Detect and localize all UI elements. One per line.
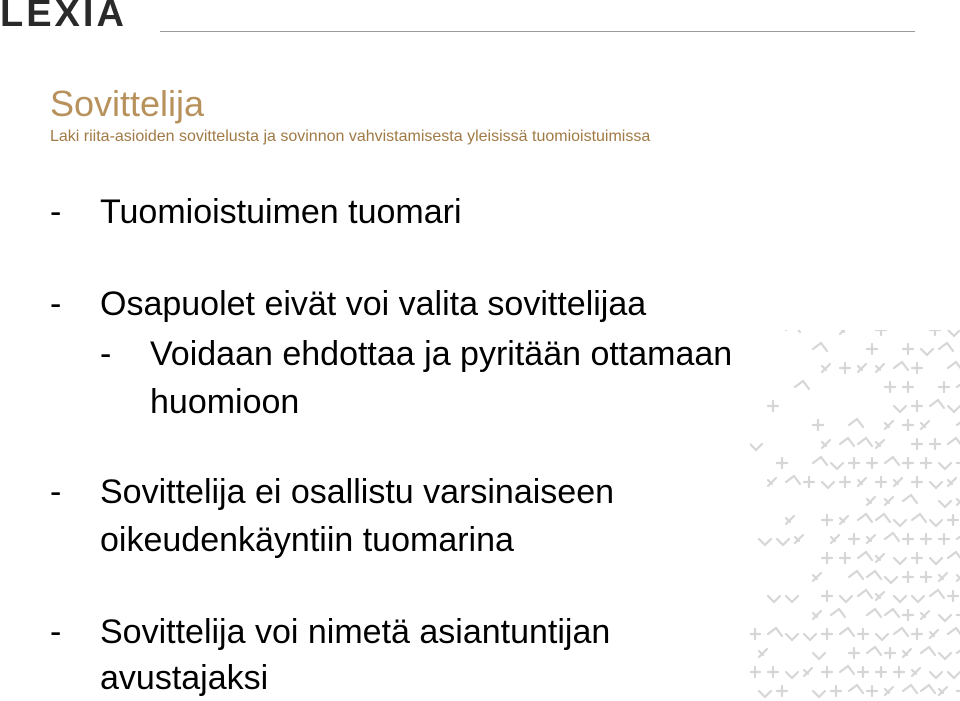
- pattern-stroke: [822, 667, 832, 677]
- pattern-stroke: [786, 634, 798, 640]
- pattern-stroke: [921, 349, 933, 355]
- pattern-stroke: [939, 687, 947, 695]
- pattern-stroke: [903, 495, 917, 503]
- pattern-stroke: [885, 497, 893, 505]
- pattern-stroke: [948, 552, 960, 560]
- slide-subtitle: Laki riita-asioiden sovittelusta ja sovinnon vahvistamisesta yleisissä tuomioistuimissa: [50, 128, 651, 145]
- pattern-stroke: [930, 590, 944, 598]
- pattern-stroke: [912, 363, 922, 373]
- pattern-stroke: [903, 458, 913, 468]
- pattern-stroke: [831, 463, 843, 469]
- pattern-stroke: [939, 573, 947, 581]
- pattern-stroke: [831, 686, 841, 696]
- bullet-text-continued: oikeudenkäyntiin tuomarina: [100, 521, 514, 559]
- pattern-stroke: [777, 458, 787, 468]
- pattern-stroke: [849, 419, 863, 427]
- pattern-stroke: [867, 535, 875, 543]
- pattern-stroke: [867, 344, 877, 354]
- pattern-stroke: [939, 382, 949, 392]
- pattern-stroke: [921, 647, 935, 655]
- pattern-stroke: [813, 343, 827, 351]
- pattern-stroke: [840, 363, 850, 373]
- pattern-stroke: [921, 458, 931, 468]
- pattern-stroke: [876, 330, 886, 335]
- pattern-stroke: [930, 330, 940, 335]
- pattern-stroke: [948, 330, 960, 336]
- pattern-stroke: [939, 653, 951, 659]
- pattern-stroke: [804, 634, 816, 640]
- pattern-stroke: [894, 558, 906, 564]
- pattern-stroke: [912, 401, 922, 411]
- pattern-stroke: [894, 667, 904, 677]
- pattern-stroke: [867, 686, 877, 696]
- pattern-stroke: [849, 648, 859, 658]
- pattern-stroke: [885, 687, 893, 695]
- pattern-stroke: [867, 458, 877, 468]
- bullet-text-continued: avustajaksi: [100, 659, 269, 697]
- pattern-stroke: [903, 572, 913, 582]
- pattern-stroke: [849, 534, 859, 544]
- pattern-stroke: [903, 610, 913, 620]
- pattern-stroke: [921, 534, 931, 544]
- pattern-stroke: [885, 421, 893, 429]
- bullet-text: Sovittelija voi nimetä asiantuntijan: [100, 613, 611, 651]
- pattern-stroke: [930, 672, 942, 678]
- pattern-stroke: [939, 463, 951, 469]
- pattern-stroke: [876, 477, 886, 487]
- slide-title: Sovittelija: [50, 83, 205, 124]
- pattern-stroke: [912, 439, 922, 449]
- bullet-text-continued: huomioon: [150, 383, 300, 421]
- pattern-stroke: [840, 516, 848, 524]
- pattern-stroke: [876, 364, 884, 372]
- pattern-stroke: [885, 648, 895, 658]
- pattern-stroke: [939, 534, 949, 544]
- pattern-stroke: [849, 685, 863, 693]
- pattern-stroke: [948, 406, 960, 412]
- pattern-stroke: [858, 629, 868, 639]
- pattern-stroke: [768, 401, 778, 411]
- pattern-stroke: [750, 444, 762, 450]
- pattern-stroke: [876, 440, 884, 448]
- header-divider: [160, 31, 915, 32]
- pattern-stroke: [867, 571, 881, 579]
- pattern-stroke: [930, 482, 942, 488]
- pattern-stroke: [858, 364, 866, 372]
- bullet-dash: -: [50, 473, 62, 511]
- bullet-dash: -: [50, 613, 62, 651]
- pattern-stroke: [903, 344, 913, 354]
- pattern-stroke: [759, 649, 767, 657]
- pattern-stroke: [813, 653, 825, 659]
- pattern-stroke: [759, 691, 771, 697]
- pattern-stroke: [876, 667, 886, 677]
- pattern-stroke: [930, 400, 944, 408]
- pattern-stroke: [759, 539, 771, 545]
- pattern-stroke: [930, 520, 942, 526]
- pattern-stroke: [903, 382, 913, 392]
- pattern-stroke: [885, 609, 899, 617]
- pattern-stroke: [822, 591, 832, 601]
- pattern-stroke: [885, 457, 899, 465]
- pattern-stroke: [840, 553, 850, 563]
- pattern-stroke: [921, 685, 935, 693]
- pattern-stroke: [894, 478, 902, 486]
- pattern-stroke: [840, 666, 854, 674]
- pattern-stroke: [930, 630, 938, 638]
- pattern-stroke: [822, 515, 832, 525]
- pattern-stroke: [858, 478, 866, 486]
- pattern-stroke: [813, 691, 825, 697]
- pattern-stroke: [786, 672, 798, 678]
- pattern-stroke: [813, 573, 821, 581]
- pattern-stroke: [840, 330, 848, 334]
- pattern-stroke: [822, 629, 832, 639]
- pattern-stroke: [912, 668, 920, 676]
- pattern-stroke: [849, 458, 859, 468]
- pattern-stroke: [777, 539, 789, 545]
- bullet-dash: -: [50, 193, 62, 231]
- pattern-stroke: [903, 685, 917, 693]
- decorative-pattern: [750, 330, 960, 701]
- pattern-stroke: [948, 515, 958, 525]
- pattern-stroke: [858, 552, 872, 560]
- pattern-stroke: [867, 609, 881, 617]
- pattern-stroke: [912, 477, 922, 487]
- pattern-stroke: [840, 438, 854, 446]
- pattern-stroke: [885, 577, 897, 583]
- pattern-stroke: [930, 439, 940, 449]
- pattern-stroke: [768, 596, 780, 602]
- pattern-stroke: [831, 535, 839, 543]
- pattern-stroke: [813, 420, 823, 430]
- pattern-stroke: [849, 571, 863, 579]
- pattern-stroke: [939, 343, 953, 351]
- pattern-stroke: [768, 628, 782, 636]
- pattern-stroke: [804, 668, 812, 676]
- pattern-stroke: [948, 438, 960, 446]
- pattern-stroke: [903, 649, 911, 657]
- pattern-stroke: [822, 482, 834, 488]
- pattern-stroke: [885, 382, 895, 392]
- bullet-text: Tuomioistuimen tuomari: [100, 193, 462, 231]
- logo-text: LEXIA: [0, 0, 127, 30]
- pattern-stroke: [750, 629, 760, 639]
- pattern-stroke: [876, 514, 890, 522]
- pattern-stroke: [804, 477, 814, 487]
- pattern-stroke: [813, 611, 821, 619]
- pattern-stroke: [948, 628, 960, 636]
- pattern-stroke: [912, 514, 926, 522]
- pattern-stroke: [948, 362, 960, 370]
- pattern-stroke: [930, 558, 942, 564]
- pattern-stroke: [894, 362, 908, 370]
- pattern-stroke: [813, 457, 827, 465]
- pattern-stroke: [876, 634, 888, 640]
- pattern-stroke: [795, 535, 803, 543]
- pattern-stroke: [894, 406, 906, 412]
- pattern-stroke: [939, 501, 951, 507]
- pattern-stroke: [921, 611, 929, 619]
- pattern-stroke: [786, 330, 800, 332]
- pattern-stroke: [885, 533, 899, 541]
- pattern-stroke: [768, 667, 778, 677]
- bullet-text: Osapuolet eivät voi valita sovittelijaa: [100, 285, 647, 323]
- pattern-stroke: [948, 591, 958, 601]
- pattern-stroke: [903, 420, 913, 430]
- pattern-stroke: [840, 628, 854, 636]
- pattern-stroke: [912, 629, 922, 639]
- pattern-stroke: [786, 516, 794, 524]
- pattern-stroke: [912, 553, 922, 563]
- bullet-text: Sovittelija ei osallistu varsinaiseen: [100, 473, 615, 511]
- pattern-stroke: [903, 534, 913, 544]
- pattern-stroke: [894, 596, 906, 602]
- pattern-stroke: [786, 476, 800, 484]
- pattern-stroke: [939, 615, 951, 621]
- pattern-stroke: [858, 438, 872, 446]
- pattern-stroke: [777, 686, 787, 696]
- pattern-stroke: [768, 478, 776, 486]
- pattern-stroke: [831, 609, 845, 617]
- pattern-stroke: [948, 478, 956, 486]
- pattern-stroke: [921, 421, 929, 429]
- pattern-stroke: [795, 381, 809, 389]
- bullet-dash: -: [50, 285, 62, 323]
- bullet-text: Voidaan ehdottaa ja pyritään ottamaan: [150, 335, 733, 373]
- pattern-stroke: [858, 667, 868, 677]
- pattern-stroke: [948, 672, 960, 678]
- lexia-logo: [0, 0, 170, 30]
- pattern-stroke: [867, 497, 875, 505]
- pattern-stroke: [921, 572, 931, 582]
- pattern-stroke: [822, 553, 832, 563]
- pattern-stroke: [858, 590, 872, 598]
- pattern-stroke: [822, 364, 830, 372]
- pattern-stroke: [894, 520, 906, 526]
- pattern-stroke: [786, 596, 798, 602]
- bullet-dash: -: [100, 335, 112, 373]
- pattern-stroke: [858, 514, 872, 522]
- pattern-stroke: [912, 596, 924, 602]
- pattern-stroke: [867, 647, 881, 655]
- pattern-stroke: [840, 596, 852, 602]
- pattern-stroke: [840, 477, 850, 487]
- pattern-stroke: [822, 440, 830, 448]
- pattern-stroke: [876, 592, 884, 600]
- pattern-stroke: [876, 554, 884, 562]
- pattern-stroke: [750, 667, 760, 677]
- pattern-stroke: [894, 628, 908, 636]
